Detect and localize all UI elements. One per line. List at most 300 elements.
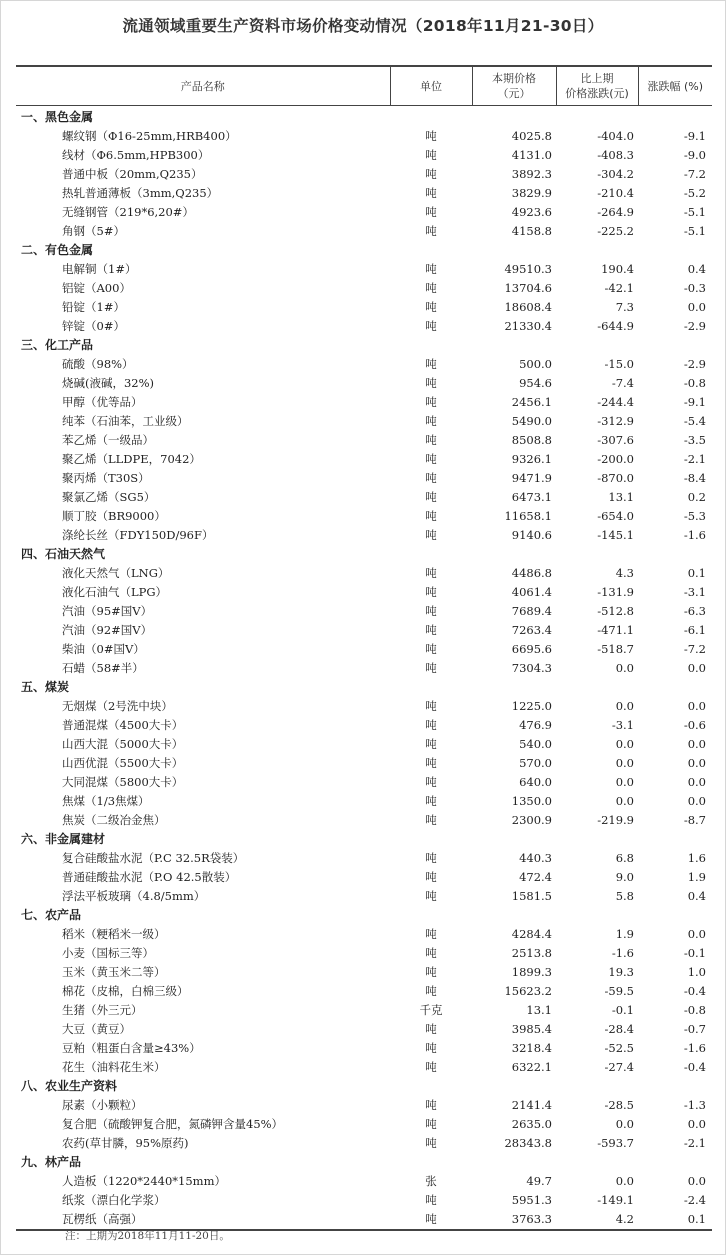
unit-cell: 吨 <box>425 623 437 637</box>
price-change-cell: 13.1 <box>608 490 634 504</box>
product-name-cell: 玉米（黄玉米二等） <box>62 965 166 979</box>
product-name-cell: 复合硅酸盐水泥（P.C 32.5R袋装） <box>62 851 245 865</box>
price-cell: 4923.6 <box>511 205 552 219</box>
unit-cell: 吨 <box>425 224 437 238</box>
unit-cell: 吨 <box>425 661 437 675</box>
table-row <box>16 317 712 336</box>
product-name-cell: 焦煤（1/3焦煤） <box>62 794 150 808</box>
category-label: 一、黑色金属 <box>21 110 94 124</box>
header-change-line2: 价格涨跌(元) <box>565 87 629 100</box>
pct-change-cell: -9.0 <box>683 148 706 162</box>
pct-change-cell: 0.0 <box>687 1117 706 1131</box>
table-row <box>16 1172 712 1191</box>
product-name-cell: 热轧普通薄板（3mm,Q235） <box>62 186 219 200</box>
price-cell: 954.6 <box>519 376 552 390</box>
price-change-cell: -219.9 <box>597 813 634 827</box>
table-row <box>16 222 712 241</box>
price-change-cell: 4.2 <box>556 1210 638 1230</box>
pct-change-cell: -3.1 <box>683 585 706 599</box>
product-name-cell: 大同混煤（5800大卡） <box>62 775 184 789</box>
price-cell: 13.1 <box>526 1003 552 1017</box>
header-price <box>472 66 556 106</box>
pct-change-cell: -0.4 <box>683 984 706 998</box>
pct-change-cell: -8.7 <box>683 813 706 827</box>
price-cell: 4284.4 <box>511 927 552 941</box>
product-name-cell: 无缝钢管（219*6,20#） <box>62 205 194 219</box>
price-change-cell: 0.0 <box>615 756 634 770</box>
price-change-cell: 0.0 <box>615 699 634 713</box>
price-cell: 3218.4 <box>511 1041 552 1055</box>
price-cell: 3892.3 <box>511 167 552 181</box>
unit-cell: 吨 <box>425 300 437 314</box>
table-row <box>16 298 712 317</box>
product-name-cell: 锌锭（0#） <box>62 319 125 333</box>
pct-change-cell: 1.9 <box>687 870 706 884</box>
price-change-cell: -593.7 <box>597 1136 634 1150</box>
unit-cell: 吨 <box>425 718 437 732</box>
header-product-name: 产品名称 <box>16 66 390 106</box>
table-row <box>16 374 712 393</box>
unit-cell: 吨 <box>425 813 437 827</box>
price-cell: 21330.4 <box>504 319 552 333</box>
table-row <box>16 602 712 621</box>
category-label: 六、非金属建材 <box>21 832 106 846</box>
price-cell: 6322.1 <box>511 1060 552 1074</box>
unit-cell: 吨 <box>425 205 437 219</box>
unit-cell: 吨 <box>425 1041 437 1055</box>
product-name-cell: 液化石油气（LPG） <box>62 585 168 599</box>
unit-cell: 吨 <box>425 186 437 200</box>
price-change-cell: 0.0 <box>615 737 634 751</box>
price-change-cell: -244.4 <box>597 395 634 409</box>
price-cell: 28343.8 <box>504 1136 552 1150</box>
product-name-cell: 甲醇（优等品） <box>62 395 143 409</box>
unit-cell: 吨 <box>425 699 437 713</box>
pct-change-cell: 0.1 <box>638 1210 712 1230</box>
price-change-cell: -27.4 <box>604 1060 634 1074</box>
unit-cell: 吨 <box>425 452 437 466</box>
category-label: 五、煤炭 <box>21 680 70 694</box>
price-cell: 5951.3 <box>511 1193 552 1207</box>
price-cell: 2456.1 <box>511 395 552 409</box>
pct-change-cell: -8.4 <box>683 471 706 485</box>
product-name-cell: 复合肥（硫酸钾复合肥，氮磷钾含量45%） <box>62 1117 284 1131</box>
product-name-cell: 尿素（小颗粒） <box>62 1098 143 1112</box>
product-name-cell: 聚氯乙烯（SG5） <box>62 490 156 504</box>
price-cell: 4486.8 <box>511 566 552 580</box>
category-label: 八、农业生产资料 <box>21 1079 118 1093</box>
price-change-cell: -200.0 <box>597 452 634 466</box>
price-cell: 11658.1 <box>504 509 552 523</box>
product-name-cell: 铅锭（1#） <box>62 300 125 314</box>
price-cell: 3829.9 <box>511 186 552 200</box>
unit-cell: 吨 <box>425 414 437 428</box>
product-name-cell: 豆粕（粗蛋白含量≥43%） <box>62 1041 201 1055</box>
pct-change-cell: -2.1 <box>683 1136 706 1150</box>
product-name-cell: 线材（Φ6.5mm,HPB300） <box>62 148 210 162</box>
price-change-cell: -52.5 <box>604 1041 634 1055</box>
pct-change-cell: -0.6 <box>683 718 706 732</box>
table-row <box>16 1210 712 1230</box>
price-change-cell: -3.1 <box>611 718 634 732</box>
product-name-cell: 稻米（粳稻米一级） <box>62 927 166 941</box>
unit-cell: 吨 <box>425 281 437 295</box>
table-row <box>16 355 712 374</box>
unit-cell: 吨 <box>425 1117 437 1131</box>
footnote: 注：上期为2018年11月11-20日。 <box>65 1230 230 1242</box>
pct-change-cell: 0.0 <box>687 927 706 941</box>
table-row <box>16 1001 712 1020</box>
pct-change-cell: -5.1 <box>683 224 706 238</box>
category-label: 九、林产品 <box>21 1155 82 1169</box>
price-cell: 1350.0 <box>511 794 552 808</box>
pct-change-cell: 0.0 <box>687 1174 706 1188</box>
price-change-cell: -1.6 <box>611 946 634 960</box>
unit-cell: 吨 <box>425 148 437 162</box>
unit-cell: 吨 <box>425 509 437 523</box>
unit-cell: 吨 <box>425 870 437 884</box>
pct-change-cell: -2.4 <box>683 1193 706 1207</box>
pct-change-cell: 0.0 <box>687 737 706 751</box>
price-change-cell: 19.3 <box>608 965 634 979</box>
price-cell: 3985.4 <box>511 1022 552 1036</box>
header-pct: 涨跌幅 (%) <box>638 66 712 106</box>
price-cell: 6695.6 <box>511 642 552 656</box>
unit-cell: 吨 <box>425 775 437 789</box>
price-change-cell: 0.0 <box>615 794 634 808</box>
unit-cell: 吨 <box>425 471 437 485</box>
price-table <box>16 65 712 1231</box>
unit-cell: 吨 <box>425 851 437 865</box>
product-name-cell: 棉花（皮棉，白棉三级） <box>62 984 189 998</box>
category-row <box>16 241 712 260</box>
unit-cell: 吨 <box>425 319 437 333</box>
pct-change-cell: 0.1 <box>687 566 706 580</box>
table-row <box>16 773 712 792</box>
unit-cell: 吨 <box>425 965 437 979</box>
table-row <box>16 412 712 431</box>
category-label: 二、有色金属 <box>21 243 94 257</box>
table-row <box>16 1096 712 1115</box>
price-change-cell: -512.8 <box>597 604 634 618</box>
table-row <box>16 279 712 298</box>
table-row <box>16 849 712 868</box>
price-cell: 9140.6 <box>511 528 552 542</box>
pct-change-cell: 0.0 <box>687 794 706 808</box>
unit-cell: 吨 <box>425 642 437 656</box>
product-name-cell: 涤纶长丝（FDY150D/96F） <box>62 528 214 542</box>
product-name-cell: 螺纹钢（Φ16-25mm,HRB400） <box>62 129 237 143</box>
price-change-cell: -145.1 <box>597 528 634 542</box>
unit-cell: 吨 <box>425 794 437 808</box>
price-change-cell: -149.1 <box>597 1193 634 1207</box>
pct-change-cell: -6.3 <box>683 604 706 618</box>
price-change-cell: 5.8 <box>615 889 634 903</box>
table-row <box>16 792 712 811</box>
pct-change-cell: -7.2 <box>683 642 706 656</box>
pct-change-cell: -0.3 <box>683 281 706 295</box>
price-cell: 5490.0 <box>511 414 552 428</box>
pct-change-cell: 0.2 <box>687 490 706 504</box>
unit-cell: 吨 <box>425 376 437 390</box>
pct-change-cell: -2.9 <box>683 319 706 333</box>
table-row <box>16 982 712 1001</box>
price-cell: 4131.0 <box>511 148 552 162</box>
price-change-cell: -7.4 <box>611 376 634 390</box>
unit-cell: 吨 <box>425 528 437 542</box>
category-row <box>16 336 712 355</box>
unit-cell: 吨 <box>425 1060 437 1074</box>
product-name-cell: 普通混煤（4500大卡） <box>62 718 184 732</box>
table-row <box>16 811 712 830</box>
price-cell: 1899.3 <box>511 965 552 979</box>
unit-cell: 吨 <box>425 927 437 941</box>
pct-change-cell: -9.1 <box>683 395 706 409</box>
price-change-cell: 7.3 <box>615 300 634 314</box>
product-name-cell: 生猪（外三元） <box>62 1003 143 1017</box>
price-change-cell: -518.7 <box>597 642 634 656</box>
pct-change-cell: -0.8 <box>683 1003 706 1017</box>
table-row <box>16 1039 712 1058</box>
price-change-cell: -59.5 <box>604 984 634 998</box>
price-cell: 7304.3 <box>511 661 552 675</box>
category-label: 三、化工产品 <box>21 338 94 352</box>
table-row <box>16 127 712 146</box>
product-name-cell: 聚乙烯（LLDPE，7042） <box>62 452 201 466</box>
category-label: 七、农产品 <box>21 908 82 922</box>
table-row <box>16 488 712 507</box>
table-row <box>16 146 712 165</box>
table-row <box>16 260 712 279</box>
price-cell: 7263.4 <box>511 623 552 637</box>
table-row <box>16 184 712 203</box>
price-change-cell: -28.4 <box>604 1022 634 1036</box>
table-row <box>16 716 712 735</box>
price-cell: 8508.8 <box>511 433 552 447</box>
price-cell: 49510.3 <box>504 262 552 276</box>
table-row <box>16 944 712 963</box>
price-change-cell: -404.0 <box>597 129 634 143</box>
price-cell: 1581.5 <box>511 889 552 903</box>
product-name-cell: 烧碱(液碱，32%) <box>62 376 155 390</box>
product-name-cell: 苯乙烯（一级品） <box>62 433 154 447</box>
table-row <box>16 507 712 526</box>
pct-change-cell: -5.4 <box>683 414 706 428</box>
product-name-cell: 聚丙烯（T30S） <box>62 471 150 485</box>
price-cell: 6473.1 <box>511 490 552 504</box>
table-row <box>16 925 712 944</box>
price-change-cell: 0.0 <box>615 1174 634 1188</box>
product-name-cell: 石蜡（58#半） <box>62 661 144 675</box>
pct-change-cell: -7.2 <box>683 167 706 181</box>
header-change-line1: 比上期 <box>580 72 614 85</box>
price-change-cell: -28.5 <box>604 1098 634 1112</box>
unit-cell: 吨 <box>425 490 437 504</box>
pct-change-cell: -2.9 <box>683 357 706 371</box>
product-name-cell: 纸浆（漂白化学浆） <box>62 1193 166 1207</box>
pct-change-cell: 0.0 <box>687 699 706 713</box>
price-change-cell: -312.9 <box>597 414 634 428</box>
product-name-cell: 山西优混（5500大卡） <box>62 756 184 770</box>
price-change-cell: -870.0 <box>597 471 634 485</box>
price-change-cell: 9.0 <box>615 870 634 884</box>
header-unit: 单位 <box>390 66 472 106</box>
price-cell: 2513.8 <box>511 946 552 960</box>
unit-cell: 吨 <box>425 395 437 409</box>
product-name-cell: 液化天然气（LNG） <box>62 566 170 580</box>
pct-change-cell: -0.4 <box>683 1060 706 1074</box>
unit-cell: 吨 <box>425 585 437 599</box>
price-change-cell: -408.3 <box>597 148 634 162</box>
product-name-cell: 纯苯（石油苯，工业级） <box>62 414 189 428</box>
table-row <box>16 640 712 659</box>
price-change-cell: 4.3 <box>615 566 634 580</box>
pct-change-cell: -0.7 <box>683 1022 706 1036</box>
unit-cell: 吨 <box>425 1193 437 1207</box>
product-name-cell: 农药(草甘膦，95%原药) <box>62 1136 189 1150</box>
table-row <box>16 1115 712 1134</box>
price-cell: 2141.4 <box>511 1098 552 1112</box>
price-cell: 3763.3 <box>472 1210 556 1230</box>
product-name-cell: 铝锭（A00） <box>62 281 131 295</box>
price-cell: 2635.0 <box>511 1117 552 1131</box>
unit-cell: 千克 <box>419 1003 443 1017</box>
product-name-cell: 汽油（92#国Ⅴ） <box>62 623 153 637</box>
table-row <box>16 621 712 640</box>
category-label: 四、石油天然气 <box>21 547 106 561</box>
pct-change-cell: 0.0 <box>687 756 706 770</box>
unit-cell: 吨 <box>425 566 437 580</box>
table-row <box>16 1134 712 1153</box>
product-name-cell: 普通中板（20mm,Q235） <box>62 167 203 181</box>
table-row <box>16 697 712 716</box>
price-change-cell: -15.0 <box>604 357 634 371</box>
price-cell: 2300.9 <box>511 813 552 827</box>
unit-cell: 吨 <box>425 946 437 960</box>
table-row <box>16 1020 712 1039</box>
pct-change-cell: -3.5 <box>683 433 706 447</box>
pct-change-cell: -5.1 <box>683 205 706 219</box>
unit-cell: 吨 <box>425 1136 437 1150</box>
category-row <box>16 1153 712 1172</box>
price-cell: 7689.4 <box>511 604 552 618</box>
product-name-cell: 无烟煤（2号洗中块） <box>62 699 173 713</box>
pct-change-cell: -9.1 <box>683 129 706 143</box>
unit-cell: 吨 <box>425 1022 437 1036</box>
price-cell: 4025.8 <box>511 129 552 143</box>
price-cell: 500.0 <box>519 357 552 371</box>
table-row <box>16 583 712 602</box>
pct-change-cell: 0.4 <box>687 889 706 903</box>
price-cell: 4061.4 <box>511 585 552 599</box>
pct-change-cell: -6.1 <box>683 623 706 637</box>
pct-change-cell: -1.6 <box>683 528 706 542</box>
price-change-cell: -654.0 <box>597 509 634 523</box>
pct-change-cell: 1.0 <box>687 965 706 979</box>
product-name-cell: 大豆（黄豆） <box>62 1022 131 1036</box>
price-change-cell: -307.6 <box>597 433 634 447</box>
table-body <box>16 106 712 1231</box>
pct-change-cell: -5.3 <box>683 509 706 523</box>
table-row <box>16 1058 712 1077</box>
price-cell: 15623.2 <box>504 984 552 998</box>
product-name-cell: 浮法平板玻璃（4.8/5mm） <box>62 889 206 903</box>
pct-change-cell: -1.3 <box>683 1098 706 1112</box>
table-row <box>16 735 712 754</box>
unit-cell: 吨 <box>425 357 437 371</box>
price-change-cell: -0.1 <box>611 1003 634 1017</box>
price-change-cell: -131.9 <box>597 585 634 599</box>
price-cell: 13704.6 <box>504 281 552 295</box>
price-change-cell: 1.9 <box>615 927 634 941</box>
unit-cell: 吨 <box>425 167 437 181</box>
table-row <box>16 1191 712 1210</box>
category-row <box>16 678 712 697</box>
price-change-cell: 6.8 <box>615 851 634 865</box>
product-name-cell: 普通硅酸盐水泥（P.O 42.5散装） <box>62 870 237 884</box>
unit-cell: 吨 <box>425 129 437 143</box>
table-row <box>16 165 712 184</box>
table-row <box>16 887 712 906</box>
price-change-cell: -225.2 <box>597 224 634 238</box>
table-row <box>16 431 712 450</box>
product-name-cell: 柴油（0#国Ⅴ） <box>62 642 145 656</box>
unit-cell: 吨 <box>425 756 437 770</box>
price-change-cell: -210.4 <box>597 186 634 200</box>
price-change-cell: 0.0 <box>615 1117 634 1131</box>
unit-cell: 吨 <box>425 984 437 998</box>
price-change-cell: 0.0 <box>615 661 634 675</box>
pct-change-cell: 0.4 <box>687 262 706 276</box>
price-cell: 49.7 <box>526 1174 552 1188</box>
price-cell: 440.3 <box>519 851 552 865</box>
table-header-row <box>16 66 712 106</box>
pct-change-cell: 0.0 <box>687 661 706 675</box>
product-name-cell: 角钢（5#） <box>62 224 125 238</box>
price-change-cell: 0.0 <box>615 775 634 789</box>
price-cell: 9471.9 <box>511 471 552 485</box>
pct-change-cell: -2.1 <box>683 452 706 466</box>
unit-cell: 吨 <box>425 433 437 447</box>
product-name-cell: 汽油（95#国Ⅴ） <box>62 604 153 618</box>
price-change-cell: -264.9 <box>597 205 634 219</box>
header-price-line1: 本期价格 <box>492 72 536 85</box>
price-cell: 640.0 <box>519 775 552 789</box>
price-cell: 476.9 <box>519 718 552 732</box>
pct-change-cell: -5.2 <box>683 186 706 200</box>
table-row <box>16 659 712 678</box>
pct-change-cell: 1.6 <box>687 851 706 865</box>
unit-cell: 吨 <box>425 604 437 618</box>
pct-change-cell: 0.0 <box>687 300 706 314</box>
page-title: 流通领域重要生产资料市场价格变动情况（2018年11月21-30日） <box>122 17 604 35</box>
pct-change-cell: -1.6 <box>683 1041 706 1055</box>
price-cell: 1225.0 <box>511 699 552 713</box>
unit-cell: 吨 <box>425 1098 437 1112</box>
product-name-cell: 人造板（1220*2440*15mm） <box>62 1174 226 1188</box>
pct-change-cell: -0.8 <box>683 376 706 390</box>
price-change-cell: 190.4 <box>601 262 634 276</box>
price-change-cell: -471.1 <box>597 623 634 637</box>
category-row <box>16 545 712 564</box>
table-row <box>16 526 712 545</box>
unit-cell: 吨 <box>425 889 437 903</box>
table-row <box>16 393 712 412</box>
unit-cell: 吨 <box>390 1210 472 1230</box>
table-row <box>16 963 712 982</box>
price-cell: 18608.4 <box>504 300 552 314</box>
pct-change-cell: 0.0 <box>687 775 706 789</box>
